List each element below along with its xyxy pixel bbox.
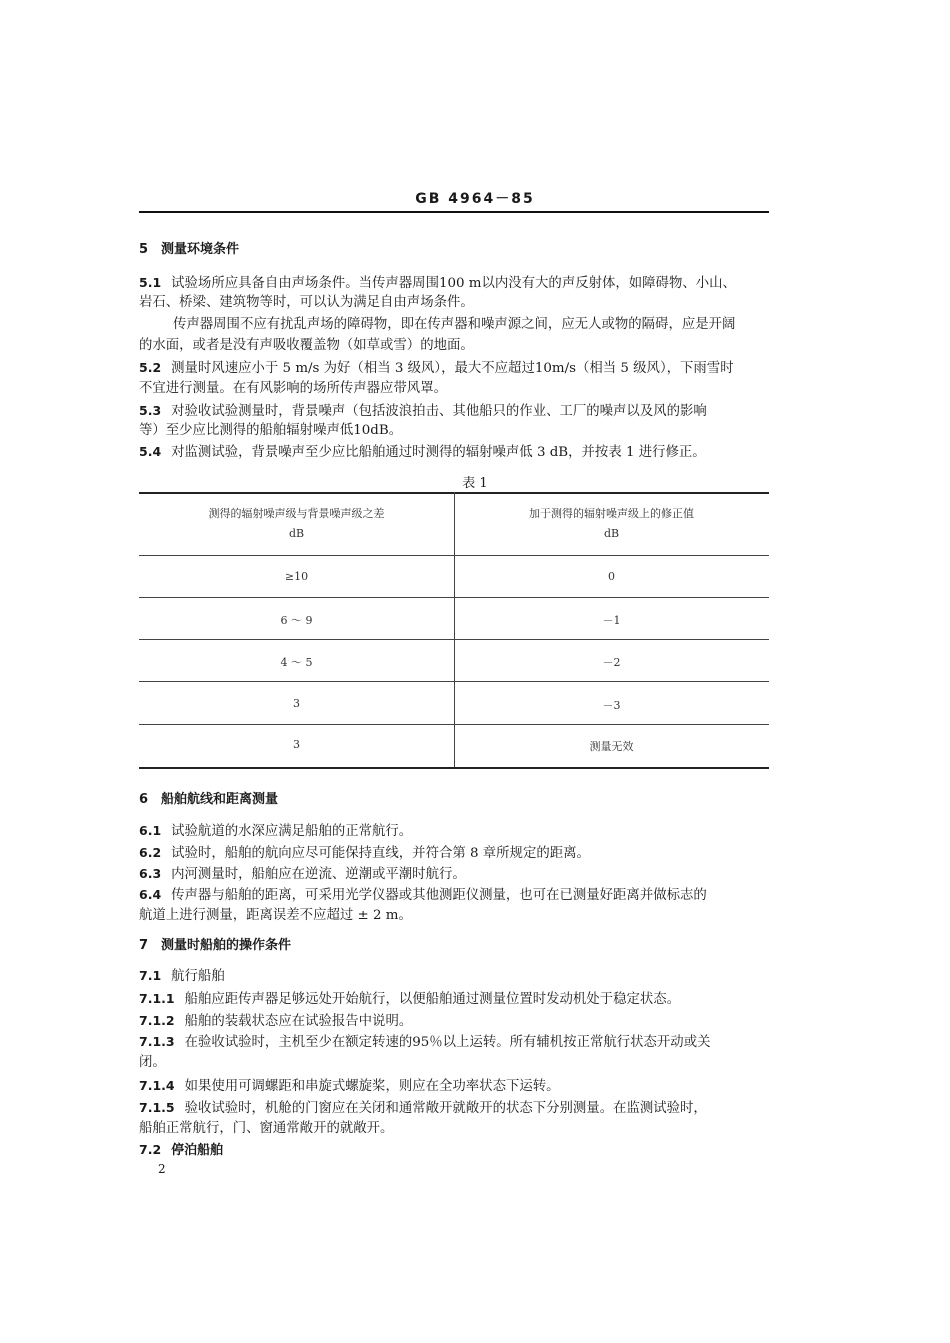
table-cell-diff: 3 [293, 697, 300, 710]
clause-text: 内河测量时，船舶应在逆流、逆潮或平潮时航行。 [171, 867, 466, 882]
clause-5-2-cont: 不宜进行测量。在有风影响的场所传声器应带风罩。 [139, 381, 447, 396]
table-cell-diff: 3 [293, 738, 300, 751]
clause-number: 6.3 [139, 866, 162, 881]
clause-text: 在验收试验时，主机至少在额定转速的95％以上运转。所有辅机按正常航行状态开动或关 [184, 1035, 711, 1050]
clause-6-4 [139, 886, 771, 905]
clause-5-3 [139, 402, 771, 421]
clause-7-2 [139, 1141, 771, 1160]
clause-6-4-cont: 航道上进行测量，距离误差不应超过 ± 2 m。 [139, 908, 412, 923]
clause-number: 5.2 [139, 360, 162, 375]
table-cell-corr: －2 [602, 656, 621, 669]
clause-7-1 [139, 967, 771, 986]
correction-table [139, 492, 769, 769]
clause-7-1-3 [139, 1033, 771, 1052]
table-cell-diff: 4 ～ 5 [280, 656, 313, 669]
table-header-rule [139, 555, 769, 556]
table-cell-diff: 6 ～ 9 [280, 614, 313, 627]
clause-text: 对验收试验测量时，背景噪声（包括波浪拍击、其他船只的作业、工厂的噪声以及风的影响 [171, 404, 707, 419]
clause-text: 船舶应距传声器足够远处开始航行，以便船舶通过测量位置时发动机处于稳定状态。 [184, 992, 681, 1007]
clause-6-2 [139, 844, 771, 863]
clause-text: 试验时，船舶的航向应尽可能保持直线，并符合第 8 章所规定的距离。 [171, 846, 590, 861]
clause-text: 试验航道的水深应满足船舶的正常航行。 [171, 824, 413, 839]
clause-number: 6.4 [139, 887, 162, 902]
clause-text: 停泊船舶 [171, 1143, 224, 1158]
clause-text: 验收试验时，机舱的门窗应在关闭和通常敞开就敞开的状态下分别测量。在监测试验时， [184, 1101, 707, 1116]
table-row-rule [139, 724, 769, 725]
clause-text: 对监测试验，背景噪声至少应比船舶通过时测得的辐射噪声低 3 dB，并按表 1 进行修正。 [171, 445, 706, 460]
table-header-right [454, 504, 769, 544]
clause-7-1-4 [139, 1077, 771, 1096]
clause-text: 试验场所应具备自由声场条件。当传声器周围100 m以内没有大的声反射体，如障碍物、小山、 [171, 276, 736, 291]
clause-5-1 [139, 274, 771, 293]
clause-number: 5.4 [139, 444, 162, 459]
clause-number: 7.1.2 [139, 1013, 175, 1028]
clause-7-1-3-cont: 闭。 [139, 1055, 166, 1070]
header-right-unit: dB [603, 527, 620, 540]
table-cell-diff: ≥10 [284, 570, 309, 583]
standard-code: GB 4964－85 [415, 191, 535, 207]
header-rule [139, 211, 769, 213]
table-caption: 表 1 [462, 476, 488, 491]
clause-7-1-5-cont: 船舶正常航行，门、窗通常敞开的就敞开。 [139, 1121, 394, 1136]
table-cell-corr: －1 [602, 614, 621, 627]
table-row-rule [139, 681, 769, 682]
header-left-label: 测得的辐射噪声级与背景噪声级之差 [208, 507, 385, 520]
table-row-rule [139, 639, 769, 640]
clause-number: 6.1 [139, 823, 162, 838]
clause-5-2 [139, 359, 771, 378]
clause-number: 7.2 [139, 1142, 162, 1157]
clause-7-1-5 [139, 1099, 771, 1118]
clause-text: 传声器与船舶的距离，可采用光学仪器或其他测距仪测量，也可在已测量好距离并做标志的 [171, 888, 707, 903]
table-cell-corr: 测量无效 [589, 740, 634, 753]
clause-6-3 [139, 865, 771, 884]
clause-number: 7.1 [139, 968, 162, 983]
table-row-rule [139, 597, 769, 598]
clause-text: 如果使用可调螺距和串旋式螺旋桨，则应在全功率状态下运转。 [184, 1079, 560, 1094]
header-left-unit: dB [288, 527, 305, 540]
section-7-title: 7 测量时船舶的操作条件 [139, 938, 292, 953]
clause-number: 6.2 [139, 845, 162, 860]
paragraph-5-1b: 传声器周围不应有扰乱声场的障碍物，即在传声器和噪声源之间，应无人或物的隔碍，应是开阔 [173, 317, 736, 332]
table-bottom-rule [139, 767, 769, 769]
clause-6-1 [139, 822, 771, 841]
clause-number: 7.1.3 [139, 1034, 175, 1049]
header-right-label: 加于测得的辐射噪声级上的修正值 [529, 507, 694, 520]
section-6-title: 6 船舶航线和距离测量 [139, 792, 279, 807]
paragraph-5-1b-cont: 的水面，或者是没有声吸收覆盖物（如草或雪）的地面。 [139, 338, 474, 353]
clause-5-3-cont: 等）至少应比测得的船舶辐射噪声低10dB。 [139, 423, 403, 438]
clause-text: 船舶的装载状态应在试验报告中说明。 [184, 1014, 413, 1029]
clause-5-4 [139, 443, 771, 462]
page-number: 2 [158, 1162, 166, 1176]
clause-number: 7.1.5 [139, 1100, 175, 1115]
clause-5-1-cont: 岩石、桥梁、建筑物等时，可以认为满足自由声场条件。 [139, 295, 474, 310]
section-5-title: 5 测量环境条件 [139, 242, 240, 257]
table-cell-corr: －3 [602, 699, 621, 712]
clause-7-1-1 [139, 990, 771, 1009]
clause-number: 7.1.4 [139, 1078, 175, 1093]
clause-7-1-2 [139, 1012, 771, 1031]
clause-text: 航行船舶 [171, 969, 225, 984]
clause-text: 测量时风速应小于 5 m/s 为好（相当 3 级风），最大不应超过10m/s（相当 5 级风），下雨雪时 [171, 361, 734, 376]
table-cell-corr: 0 [608, 570, 615, 583]
clause-number: 5.3 [139, 403, 162, 418]
clause-number: 7.1.1 [139, 991, 175, 1006]
clause-number: 5.1 [139, 275, 162, 290]
table-header-left [139, 504, 454, 544]
